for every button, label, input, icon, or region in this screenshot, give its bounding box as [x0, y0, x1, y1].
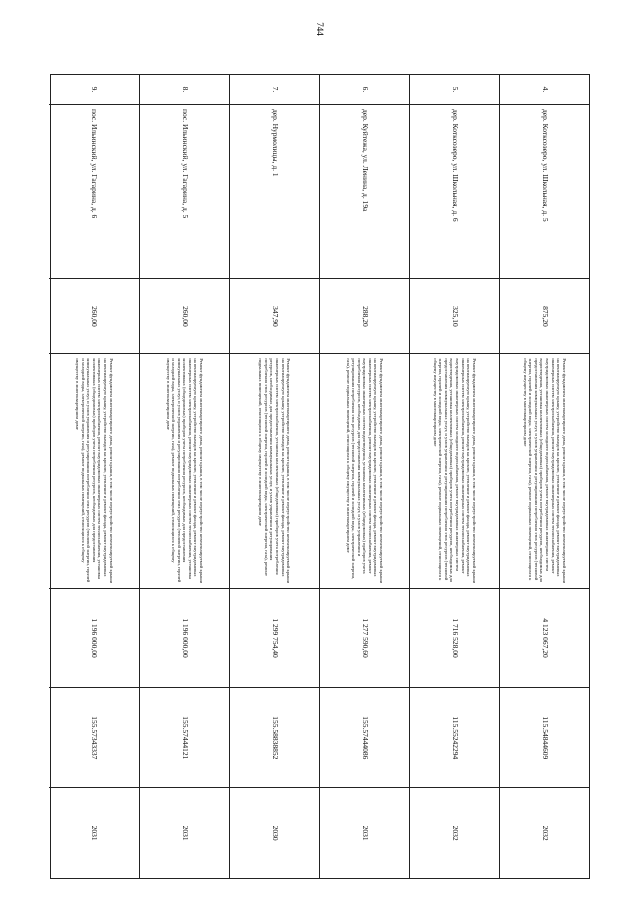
- address-cell: дер. Котксозеро, ул. Школьная, д. 6: [410, 105, 499, 280]
- row-number: 6.: [320, 75, 409, 105]
- table-row: [229, 75, 319, 878]
- house-id-cell: 115.55242294: [410, 688, 499, 788]
- row-number: 7.: [230, 75, 319, 105]
- year-cell: 2031: [180, 825, 190, 841]
- address-cell: дер. Котксозеро, ул. Школьная, д. 5: [500, 105, 589, 280]
- row-number: 8.: [140, 75, 229, 105]
- works-cell: Ремонт фундамента многоквартирного дома, ремонт крыши, в том числе переустройство невентилируемой крыши на вентилируемую крышу, устройство выходов на кровлю, утепление и ремонт фасада, ремонт внутридомовых инженерных систем электроснабжения, ремонт внутридомовых инженерных систем теплоснабжения, ремонт внутридомовых инженерных систем холодного водоснабжения, ремонт внутридомовых инженерных систем водоотведения, установка коллективных (общедомовых) приборов учета потребления ресурсов, необходимых для предоставления коммунальных услуг, и узлов управления и регулирования потребления этих ресурсов (тепловой энергии, горячей и холодной воды, электрической энергии, газа), ремонт подвальных помещений, относящихся к общему имуществу в многоквартирном доме: [500, 354, 589, 588]
- cost-cell: 1 716 528,00: [410, 589, 499, 689]
- works-cell: Ремонт фундамента многоквартирного дома, ремонт крыши, в том числе переустройство невентилируемой крыши на вентилируемую крышу, устройство выходов на кровлю, утепление и ремонт фасада, ремонт внутридомовых инженерных систем электроснабжения, установка коллективных (общедомовых) приборов учета потребления ресурсов, необходимых для предоставления коммунальных услуг, и узлов управления и регулирования потребления этих ресурсов (тепловой энергии, горячей и холодной воды, электрической энергии, газа), ремонт подвальных помещений, относящихся к общему имуществу в многоквартирном доме: [230, 354, 319, 588]
- address-cell: пос. Ильинский, ул. Гагарина, д. 6: [49, 105, 139, 280]
- works-cell: Ремонт фундамента многоквартирного дома, ремонт крыши, в том числе переустройство невентилируемой крыши на вентилируемую крышу, устройство выходов на кровлю, утепление и ремонт фасада, ремонт внутридомовых инженерных систем электроснабжения, ремонт внутридомовых инженерных систем теплоснабжения, установка коллективных (общедомовых) приборов учета потребления ресурсов, необходимых для предоставления коммунальных услуг, и узлов управления и регулирования потребления этих ресурсов (тепловой энергии, горячей и холодной воды, электрической энергии, газа), ремонт подвальных помещений, относящихся к общему имуществу в многоквартирном доме: [140, 354, 229, 588]
- row-number: 4.: [500, 75, 589, 105]
- table-row: [49, 75, 139, 878]
- page-number: 744: [315, 22, 325, 36]
- cost-cell: 4 123 067,20: [500, 589, 589, 689]
- house-id-cell: 155.57444121: [140, 688, 229, 788]
- area-cell: 260,00: [140, 279, 229, 354]
- year-cell: 2030: [270, 825, 280, 841]
- year-cell: 2032: [540, 825, 550, 841]
- house-id-cell: 155.57444086: [320, 688, 409, 788]
- year-cell: 2031: [90, 825, 100, 841]
- area-cell: 288,20: [320, 279, 409, 354]
- works-cell: Ремонт фундамента многоквартирного дома, ремонт крыши, в том числе переустройство невентилируемой крыши на вентилируемую крышу, устройство выходов на кровлю, утепление и ремонт фасада, ремонт внутридомовых инженерных систем электроснабжения, ремонт внутридомовых инженерных систем теплоснабжения, установка коллективных (общедомовых) приборов учета потребления ресурсов, необходимых для предоставления коммунальных услуг, и узлов управления и регулирования потребления этих ресурсов (тепловой энергии, горячей и холодной воды, электрической энергии, газа), ремонт подвальных помещений, относящихся к общему имуществу в многоквартирном доме: [49, 354, 139, 588]
- works-cell: Ремонт фундамента многоквартирного дома, ремонт крыши, в том числе переустройство невентилируемой крыши на вентилируемую крышу, устройство выходов на кровлю, утепление и ремонт фасада, ремонт внутридомовых инженерных систем электроснабжения, ремонт внутридомовых инженерных систем теплоснабжения, ремонт внутридомовых инженерных систем холодного водоснабжения, ремонт внутридомовых инженерных систем водоотведения, установка коллективных (общедомовых) приборов учета потребления ресурсов, необходимых для предоставления коммунальных услуг, и узлов управления и регулирования потребления этих ресурсов (тепловой энергии, горячей и холодной воды, электрической энергии, газа), ремонт подвальных помещений, относящихся к общему имуществу в многоквартирном доме: [410, 354, 499, 588]
- cost-cell: 1 277 590,60: [320, 589, 409, 689]
- address-cell: дер. Нурмолицы, д. 1: [230, 105, 319, 280]
- area-cell: 260,00: [49, 279, 139, 354]
- address-cell: пос. Ильинский, ул. Гагарина, д. 5: [140, 105, 229, 280]
- works-cell: Ремонт фундамента многоквартирного дома, ремонт крыши, в том числе переустройство невентилируемой крыши на вентилируемую крышу, устройство выходов на кровлю, утепление и ремонт фасада, ремонт внутридомовых инженерных систем электроснабжения, ремонт внутридомовых инженерных систем теплоснабжения, ремонт внутридомовых инженерных систем водоотведения, установка коллективных (общедомовых) приборов учета потребления ресурсов, необходимых для предоставления коммунальных услуг, и узлов управления и регулирования потребления этих ресурсов (тепловой энергии, горячей и холодной воды, электрической энергии, газа), ремонт подвальных помещений, относящихся к общему имуществу в многоквартирном доме: [320, 354, 409, 588]
- row-number: 9.: [49, 75, 139, 105]
- table-row: [319, 75, 409, 878]
- house-id-cell: 155.57343337: [49, 688, 139, 788]
- housing-repair-table: [50, 74, 590, 879]
- cost-cell: 1 299 754,40: [230, 589, 319, 689]
- area-cell: 347,90: [230, 279, 319, 354]
- year-cell: 2031: [360, 825, 370, 841]
- house-id-cell: 115.54844609: [500, 688, 589, 788]
- cost-cell: 1 196 000,00: [140, 589, 229, 689]
- year-cell: 2032: [450, 825, 460, 841]
- table-row: [499, 75, 589, 878]
- table-row: [409, 75, 499, 878]
- row-number: 5.: [410, 75, 499, 105]
- house-id-cell: 155.58838852: [230, 688, 319, 788]
- rotated-table-wrapper: [50, 74, 590, 879]
- table-row: [139, 75, 229, 878]
- area-cell: 875,20: [500, 279, 589, 354]
- cost-cell: 1 196 000,00: [49, 589, 139, 689]
- area-cell: 325,10: [410, 279, 499, 354]
- address-cell: дер. Куйтежа, ул. Ленина, д. 19а: [320, 105, 409, 280]
